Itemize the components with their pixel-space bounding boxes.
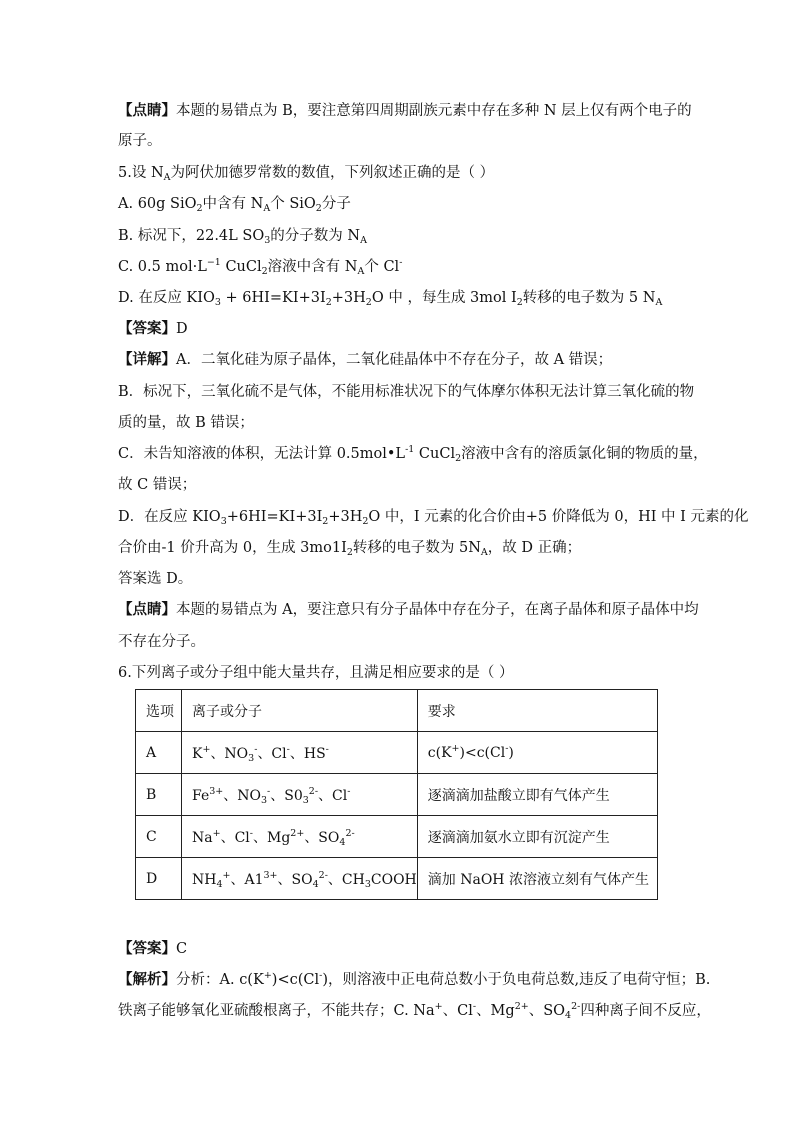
q5-option-c: C. 0.5 $mol\cdot L^{-1}$ CuCl$_2$溶液中含有 $N_A$个 Cl- <box>118 257 403 277</box>
dianjing-note-line1: 【点睛】本题的易错点为 B，要注意第四周期副族元素中存在多种 N 层上仅有两个电子的 <box>118 102 692 119</box>
row-ions: $NH_4^+$、$A1^{3+}$、$SO_4^{2-}$、$CH_3COOH$ <box>182 858 418 900</box>
header-option: 选项 <box>136 690 182 732</box>
q5-detail-b2: 质的量，故 B 错误； <box>118 415 254 431</box>
row-ions: K+、$NO_3^-$、Cl-、HS- <box>182 732 418 774</box>
q6-answer: 【答案】C <box>118 940 188 957</box>
table-header-row <box>136 690 658 732</box>
row-requirement: 逐滴滴加氨水立即有沉淀产生 <box>417 816 657 858</box>
row-requirement: 滴加 NaOH 浓溶液立刻有气体产生 <box>417 858 657 900</box>
q5-answer: 【答案】D <box>118 320 188 337</box>
q5-dianjing2: 不存在分子。 <box>118 634 205 650</box>
q5-option-b: B. 标况下，22.4L $SO_3$的分子数为 $N_A$ <box>118 228 367 246</box>
row-requirement: c(K+)<c(Cl-) <box>417 732 657 774</box>
row-ions: $Fe^{3+}$、$NO_3^-$、$S0_3^{2-}$、Cl- <box>182 774 418 816</box>
q5-detail-b1: B．标况下，三氧化硫不是气体，不能用标准状况下的气体摩尔体积无法计算三氧化硫的物 <box>118 384 695 400</box>
row-option: C <box>136 816 182 858</box>
table-row <box>136 774 658 816</box>
q5-detail-d2: 合价由-1 价升高为 0，生成 $3mo1I_2$转移的电子数为 $5N_A$，故 D 正确； <box>118 540 582 558</box>
q5-option-d: D. 在反应 $KIO_3 + 6HI=KI+3I_2+3H_2O$ 中 ，每生成 3mol $I_2$转移的电子数为 5 $N_A$ <box>118 290 663 308</box>
q6-analysis2: 铁离子能够氧化亚硫酸根离子，不能共存；C. Na+、Cl-、$Mg^{2+}$、$SO_4^{2-}$四种离子间不反应， <box>118 1001 711 1021</box>
header-requirement: 要求 <box>417 690 657 732</box>
table-row <box>136 858 658 900</box>
q6-table <box>135 689 658 900</box>
row-option: A <box>136 732 182 774</box>
q5-option-a: A. 60g SiO$_2$中含有 $N_A$个 SiO$_2$分子 <box>118 196 351 214</box>
row-option: D <box>136 858 182 900</box>
q5-detail-c1: C．未告知溶液的体积，无法计算 $0.5mol•L^{-1}$ CuCl$_2$溶液中含有的溶质氯化铜的物质的量， <box>118 444 708 464</box>
dianjing-note-line2: 原子。 <box>118 133 162 149</box>
q5-detail-a: 【详解】A．二氧化硅为原子晶体，二氧化硅晶体中不存在分子，故 A 错误； <box>118 351 613 368</box>
q5-stem: 5.设 $N_A$为阿伏加德罗常数的数值，下列叙述正确的是（ ） <box>118 165 495 183</box>
table-row <box>136 732 658 774</box>
q5-choose: 答案选 D。 <box>118 571 193 587</box>
q5-dianjing1: 【点睛】本题的易错点为 A，要注意只有分子晶体中存在分子，在离子晶体和原子晶体中均 <box>118 601 699 618</box>
q6-analysis1: 【解析】分析：A. c(K+)<c(Cl-)，则溶液中正电荷总数小于负电荷总数,违反了电荷守恒；B. <box>118 970 711 988</box>
table-row <box>136 816 658 858</box>
header-ions: 离子或分子 <box>182 690 418 732</box>
q5-detail-c2: 故 C 错误； <box>118 477 197 493</box>
row-requirement: 逐滴滴加盐酸立即有气体产生 <box>417 774 657 816</box>
q5-detail-d1: D．在反应 $KIO_3+6HI=KI+3I_2+3H_2O$ 中，I 元素的化合价由+5 价降低为 0，HI 中 I 元素的化 <box>118 509 749 527</box>
row-ions: Na+、Cl-、$Mg^{2+}$、$SO_4^{2-}$ <box>182 816 418 858</box>
row-option: B <box>136 774 182 816</box>
dianjing-tag: 【点睛】 <box>118 102 176 119</box>
q6-stem: 6.下列离子或分子组中能大量共存，且满足相应要求的是（ ） <box>118 665 514 681</box>
